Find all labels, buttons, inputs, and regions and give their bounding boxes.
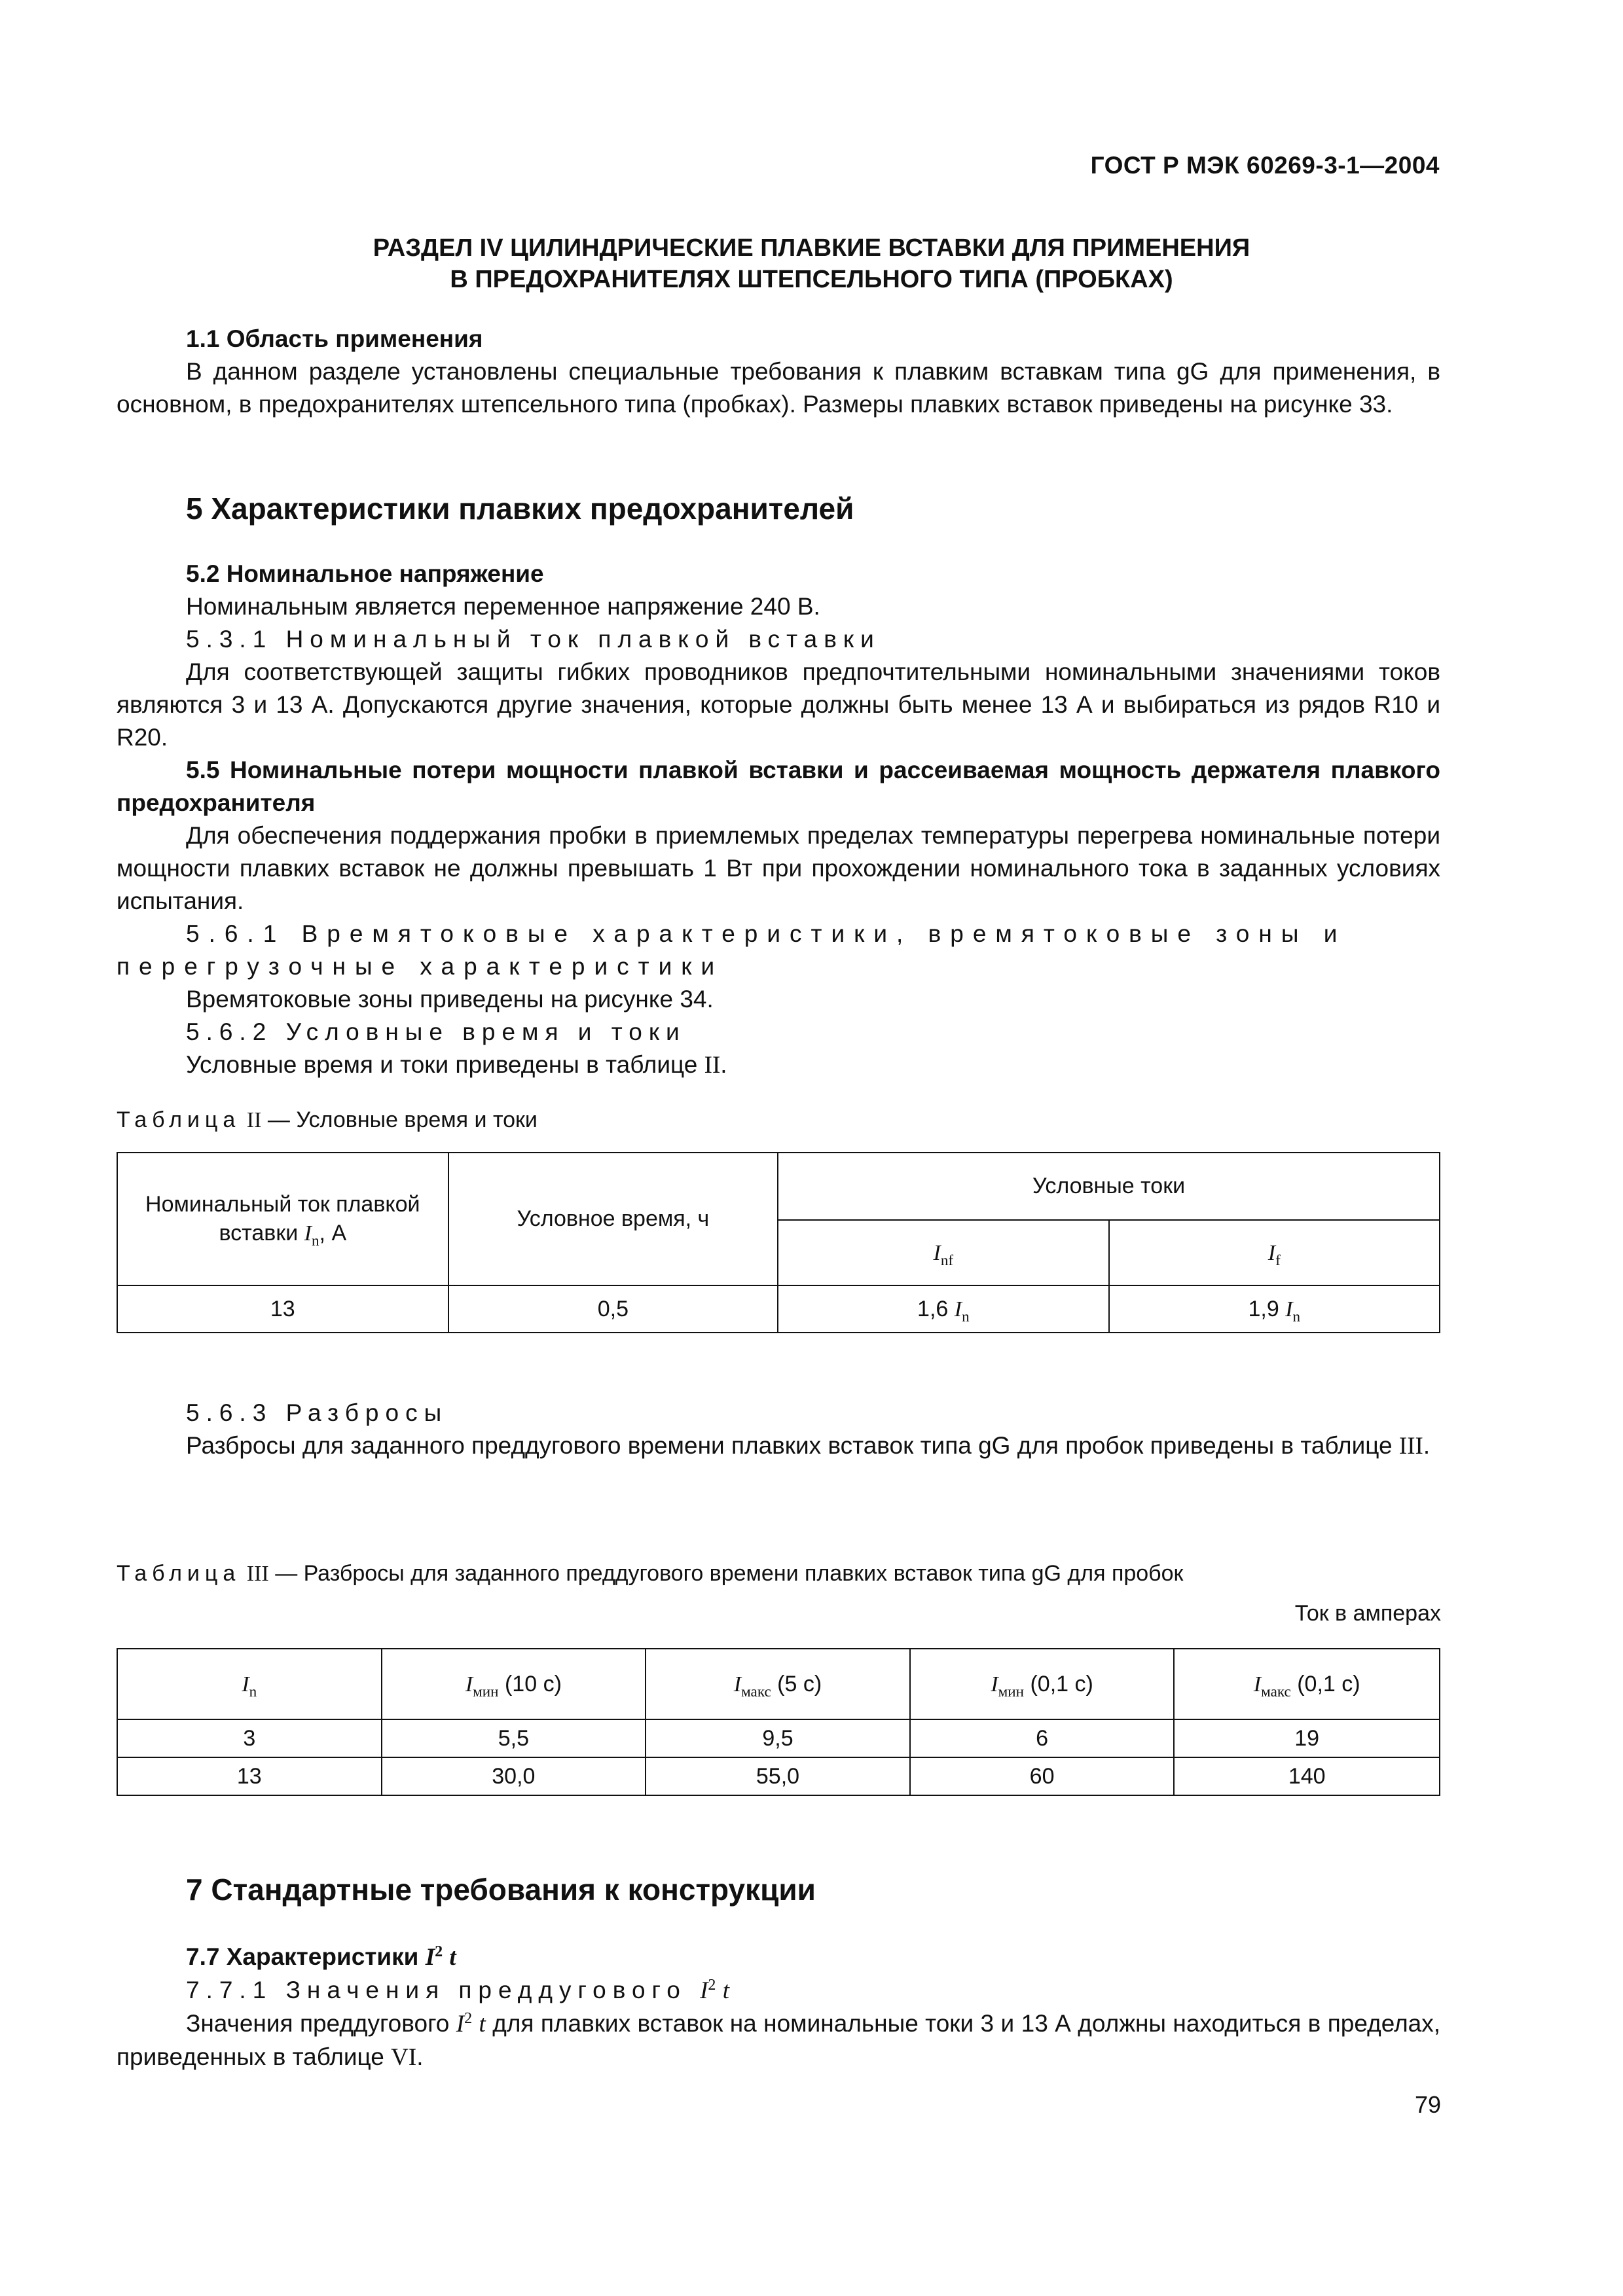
subscript: мин — [998, 1683, 1025, 1700]
table-row — [117, 1757, 1440, 1795]
table-3-label: Таблица — [117, 1561, 241, 1586]
heading-5: 5 Характеристики плавких предохранителей — [186, 492, 854, 526]
table-3-cell: 13 — [117, 1757, 382, 1795]
table-3-cell: 19 — [1174, 1719, 1440, 1757]
subscript-nf: nf — [940, 1251, 954, 1269]
table-2-header-rated-current — [117, 1153, 448, 1285]
section-5-6-3 — [117, 1397, 1440, 1463]
subscript: макс — [741, 1683, 771, 1700]
paragraph-5-6-2-text: Условные время и токи приведены в таблице — [186, 1051, 704, 1078]
table-3-caption — [117, 1561, 1183, 1587]
paragraph-7-7-1-text: Значения преддугового — [186, 2010, 456, 2037]
section-title-line1: РАЗДЕЛ IV ЦИЛИНДРИЧЕСКИЕ ПЛАВКИЕ ВСТАВКИ ДЛЯ ПРИМЕНЕНИЯ — [373, 234, 1250, 262]
table-row — [117, 1719, 1440, 1757]
table-3-unit-note: Ток в амперах — [1294, 1601, 1441, 1626]
symbol-t: t — [479, 2011, 486, 2037]
paragraph-5-2: Номинальным является переменное напряжение 240 В. — [186, 593, 820, 620]
table-3-header-row — [117, 1649, 1440, 1719]
subscript-n: n — [962, 1308, 970, 1325]
subscript: мин — [473, 1683, 499, 1700]
subscript: макс — [1261, 1683, 1291, 1700]
table-3-cell: 9,5 — [646, 1719, 910, 1757]
heading-7: 7 Стандартные требования к конструкции — [186, 1873, 816, 1907]
heading-7-7-text: 7.7 Характеристики — [186, 1943, 426, 1970]
table-3-cell: 55,0 — [646, 1757, 910, 1795]
header-note: (5 с) — [771, 1671, 822, 1696]
table-3-cell: 30,0 — [382, 1757, 646, 1795]
paragraph-5-5: Для обеспечения поддержания пробки в приемлемых пределах температуры перегрева номинальные потери мощности плавких вставок не должны превышать 1 Вт при прохождении номинального тока в заданных условиях испытания. — [117, 822, 1440, 914]
heading-5-6-2: 5.6.2 Условные время и токи — [186, 1018, 686, 1045]
symbol-i: I — [456, 2011, 465, 2037]
heading-5-3-1: 5.3.1 Номинальный ток плавкой вставки — [186, 626, 881, 653]
paragraph-5-6-1: Времятоковые зоны приведены на рисунке 34. — [186, 986, 714, 1013]
table-3-cell: 5,5 — [382, 1719, 646, 1757]
header-note: (0,1 с) — [1290, 1671, 1360, 1696]
section-7-body — [117, 1941, 1440, 2074]
table-2-caption — [117, 1107, 538, 1133]
table-3-header-imax-5 — [646, 1649, 910, 1719]
subscript-n: n — [311, 1232, 319, 1250]
table-2-header-currents: Условные токи — [778, 1153, 1440, 1220]
superscript-2: 2 — [464, 2009, 473, 2027]
table-2 — [117, 1152, 1440, 1333]
subscript: n — [249, 1683, 257, 1700]
section-5-body — [117, 558, 1440, 1082]
paragraph-5-6-3-end: . — [1423, 1432, 1431, 1459]
table-3-title: — Разбросы для заданного преддугового времени плавких вставок типа gG для пробок — [275, 1561, 1184, 1586]
table-ref-6: VI — [391, 2044, 417, 2071]
paragraph-7-7-1 — [117, 2007, 1440, 2074]
symbol-i: I — [733, 1672, 742, 1696]
superscript-2: 2 — [435, 1943, 443, 1960]
symbol-i: I — [304, 1221, 312, 1246]
symbol-i: I — [933, 1240, 941, 1265]
header-note: (0,1 с) — [1024, 1671, 1093, 1696]
table-2-cell-if — [1109, 1285, 1440, 1333]
table-2-cell-inf — [778, 1285, 1108, 1333]
symbol-i: I — [700, 1977, 708, 2004]
table-3-header-imax-01 — [1174, 1649, 1440, 1719]
table-2-title: — Условные время и токи — [267, 1107, 538, 1132]
table-ref-3: III — [1398, 1433, 1423, 1460]
table-2-header-time: Условное время, ч — [448, 1153, 778, 1285]
table-3-number: III — [246, 1562, 269, 1586]
table-3 — [117, 1648, 1440, 1796]
heading-7-7 — [117, 1941, 1440, 1974]
table-2-label: Таблица — [117, 1107, 241, 1132]
value: 1,9 — [1248, 1296, 1279, 1321]
paragraph-5-6-2 — [117, 1049, 1440, 1082]
table-3-cell: 60 — [910, 1757, 1175, 1795]
table-3-cell: 3 — [117, 1719, 382, 1757]
header-note: (10 с) — [498, 1671, 562, 1696]
table-2-cell-rated: 13 — [117, 1285, 448, 1333]
symbol-t: t — [449, 1944, 456, 1971]
paragraph-5-3-1: Для соответствующей защиты гибких проводников предпочтительными номинальными значениями токов являются 3 и 13 А. Допускаются другие значения, которые должны быть менее 13 А и выбираться из рядов R10 и R20. — [117, 658, 1440, 751]
section-1-1 — [117, 323, 1440, 421]
heading-7-7-1 — [117, 1974, 1440, 2007]
page-number: 79 — [1414, 2091, 1441, 2118]
table-3-cell: 140 — [1174, 1757, 1440, 1795]
symbol-i: I — [991, 1672, 998, 1696]
subscript-n: n — [1292, 1308, 1301, 1325]
paragraph-5-6-2-end: . — [720, 1051, 727, 1078]
value: 1,6 — [917, 1296, 949, 1321]
subscript-f: f — [1275, 1251, 1281, 1269]
symbol-i: I — [1253, 1672, 1262, 1696]
table-2-number: II — [246, 1108, 262, 1132]
symbol-i: I — [1267, 1240, 1276, 1265]
table-ref-2: II — [704, 1052, 721, 1079]
table-2-header-rated-text2: вставки — [219, 1221, 299, 1246]
symbol-t: t — [722, 1977, 729, 2004]
paragraph-5-6-3-text: Разбросы для заданного преддугового времени плавких вставок типа gG для пробок приведены в таблице — [186, 1432, 1399, 1459]
section-title — [0, 232, 1623, 295]
paragraph-7-7-1-end: . — [416, 2043, 424, 2070]
symbol-i: I — [1285, 1297, 1293, 1321]
paragraph-1-1: В данном разделе установлены специальные требования к плавким вставкам типа gG для применения, в основном, в предохранителях штепсельного типа (пробках). Размеры плавких вставок приведены на рисунке 33. — [117, 358, 1440, 418]
heading-5-5: 5.5 Номинальные потери мощности плавкой вставки и рассеиваемая мощность держателя плавкого предохранителя — [117, 757, 1440, 816]
heading-7-7-1-text: 7.7.1 Значения преддугового — [186, 1977, 701, 2003]
symbol-i: I — [954, 1297, 962, 1321]
table-2-cell-time: 0,5 — [448, 1285, 778, 1333]
heading-5-6-1: 5.6.1 Времятоковые характеристики, времятоковые зоны и перегрузочные характеристики — [117, 920, 1347, 980]
symbol-i: I — [425, 1944, 435, 1971]
standard-designation: ГОСТ Р МЭК 60269-3-1—2004 — [1090, 152, 1440, 179]
heading-1-1: 1.1 Область применения — [186, 325, 483, 352]
heading-5-6-3: 5.6.3 Разбросы — [186, 1399, 448, 1426]
paragraph-7-7-1-text2: для плавких вставок на номинальные токи 3 и 13 А должны находиться в пределах, приведенных в таблице — [117, 2010, 1441, 2070]
heading-5-2: 5.2 Номинальное напряжение — [186, 560, 544, 587]
paragraph-5-6-3 — [117, 1429, 1440, 1463]
table-2-header-inf — [778, 1220, 1108, 1285]
superscript-2: 2 — [708, 1976, 716, 1994]
symbol-i: I — [465, 1672, 473, 1696]
table-3-header-in — [117, 1649, 382, 1719]
section-title-line2: В ПРЕДОХРАНИТЕЛЯХ ШТЕПСЕЛЬНОГО ТИПА (ПРОБКАХ) — [450, 266, 1173, 293]
table-2-header-rated-text: Номинальный ток плавкой — [145, 1192, 420, 1217]
table-3-header-imin-01 — [910, 1649, 1175, 1719]
table-2-header-if — [1109, 1220, 1440, 1285]
symbol-i: I — [242, 1672, 249, 1696]
table-2-header-rated-unit: , А — [319, 1221, 347, 1246]
table-3-cell: 6 — [910, 1719, 1175, 1757]
table-3-header-imin-10 — [382, 1649, 646, 1719]
